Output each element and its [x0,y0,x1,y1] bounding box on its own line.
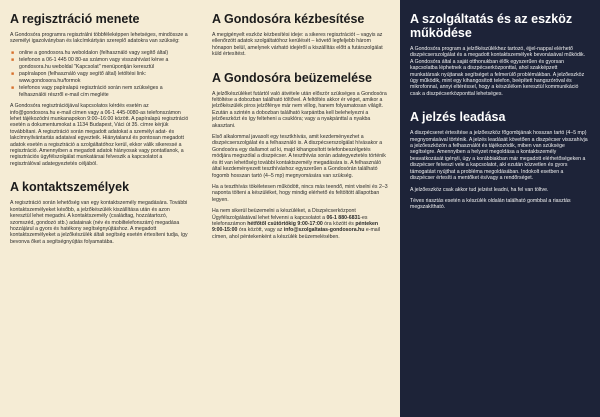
registration-intro: A Gondosóra programra regisztrálni többféleképpen lehetséges, mindössze a személyi igazolványban és lakcímkártyán szereplő adatokra van szükség: [10,32,188,45]
list-item: ■ papíralapon (felhasználó vagy segítő által) letöltési link: www.gondosora.hu/formok [19,71,190,84]
heading-delivery: A Gondosóra kézbesítése [212,12,365,26]
column-registration [0,0,200,417]
heading-setup: A Gondosóra beüzemelése [212,70,372,85]
list-item: ■ telefonos vagy papíralapú regisztráció során nem szükséges a felhasználói részről e-mail cím megléte [19,85,190,98]
setup-text-3: Ha a teszthívás tökéletesen működött, nincs más teendő, mint viselni és 2–3 naponta tölteni a készüléket, hogy mindig elérhető és feltöltött állapotban legyen. [212,183,388,203]
delivery-text: A megigényelt eszköz kézbesítési ideje: a sikeres regisztrációt – vagyis az ellenőrzött adatok szolgáltatóhoz kerülését – követő legfeljebb három hónapon belül, amelynek várható idejéről a kiszállítás előtt a futárszolgálat küld értesítést. [212,32,383,58]
column-delivery [200,0,400,417]
alert-text-1: A diszpécseret értesítése a jelzőeszköz főgombjának hosszan tartó (4–5 mp) megnyomásával történik. A jelzés leadását követően a diszpécser visszahívja a jelzőeszközön a felhasználót és tájékozódik, miben van szüksége segítségre. Amennyiben a helyzet megoldása a kontaktszemély beavatkozását igényli, úgy a korábbiakban már megadott elérhetőségeken a diszpécser felveszi vele a kapcsolatot, aki ezután közvetlen és gyors támogatást nyújthat a probléma megoldásában. Indokolt esetben a diszpécser értesíti a mentőket és/vagy a rendőrséget. [410,130,588,182]
alert-text-3: Téves riasztás esetén a készülék oldalán található gombbal a riasztás megszakítható. [410,197,571,211]
alert-text-2: A jelzőeszköz csak akkor tud jelzést leadni, ha fel van töltve. [410,186,549,193]
heading-alert: A jelzés leadása [410,110,506,125]
support-email: info@szolgaltatas-gondosora.hu [283,227,365,234]
support-phone: 06-1 880-6831 [326,214,361,221]
list-item: ■ telefonon a 06-1 445 00 80-as számon vagy visszahívást kérve a gondosora.hu weboldal "Kapcsolat" menüpontján keresztül [19,57,190,70]
registration-details: A Gondosóra regisztrációjával kapcsolatos kérdés esetén az info@gondosora.hu e-mail címen vagy a 06-1 445-0080-as telefonszámon lehet tájékozódni munkanapokon 9:00–16:00 között. A papíralapú regisztráció esetén a dokumentumokat a 1134 Budapest, Váci út 35. címre kérjük továbbítani. A regisztráció során megadott adatokat a személyi adat- és lakcímnyilvántartás adataival egyezteik. Hiánytalanul és pontosan megadott adatok esetén a regisztráció a szolgáltatóhoz kerül, ekkor válik sikeressé a regisztráció. Amennyiben a megadott adatok hiányosak vagy pontatlanok, a regisztrációs ügyfélszolgálat munkatársai felveszik a kapcsolatot a regisztrálóval adategyeztetés céljából. [10,103,189,167]
heading-registration: A regisztráció menete [10,12,140,26]
heading-operation: A szolgáltatás és az eszköz működése [410,12,573,40]
list-item: ■ online a gondosora.hu weboldalon (felhasználó vagy segítő által) [19,50,190,56]
column-operation [400,0,600,417]
support-hours-friday: pénteken 9:00-15:00 [212,220,379,234]
setup-text-1: A jelzőkészüléket futártól való átvétele után először szükséges a Gondosóra feltöltése a dobozban található töltővel. A feltöltés akkor ér véget, amikor a jelzőkészülék piros jelzőfénye már nem villog, hanem folyamatosan világít. Ezután a szintén a dobozban található karpántba kell belehelyezni a jelzőeszközt és így felteheni a csuklóra; vagy a nyakpánttal a nyakba akasztani. [212,90,387,129]
contacts-text: A regisztráció során lehetőség van egy kontaktszemély megadására. További kontaktszemélyeket később, a jelzőkészülék kiszállítása után és azon keresztül lehet megadni. A kontaktszemély (családtag, hozzátartozó, szomszéd, gondozó stb.) adatainak (név és mobiltelefonszám) megadása hozzájárul a gyors és hatékony segítségnyújtáshoz. A megadott kontaktszemélyeket a jelzőkészülék általi segítség esetén értesíteni tudja, így bevonva őket a segítségnyújtás folyamatába. [10,200,188,245]
support-contact-text: Ha nem sikerül beüzemelni a készüléket, a Diszpécserközpont Ügyfélszolgálatával lehet felvenni a kapcsolatot a 06-1 880-6831-es telefonszámon hétfőtől csütörtökig 9:00-17:00 óra között és pénteken 9:00-15:00 óra között, vagy az info@szolgaltatas-gondosora.hu e-mail címen, ahol péntekenként a készülék beüzemelésében. [212,208,380,240]
support-hours-weekdays: hétfőtől csütörtökig 9:00-17:00 [247,220,323,227]
heading-contacts: A kontaktszemélyek [10,180,130,195]
registration-options-list [10,50,190,98]
operation-text: A Gondosóra program a jelzőkészülékhez tartozó, éjjel-nappal elérhető diszpécserszolgálat és a megadott kontaktszemélyek bevonásával működik. A Gondosóra által a saját otthonukban élők egyszerűen és gyorsan kapcsolatba léphetnek a diszpécserközponttal, ahol szakképzett munkatársak nyújtanak segítséget a felmerülő problémákban. A jelzőeszköz úgy működik, mint egy kihangosított telefon, beépített hangszóróval és mikrofonnal, annyi eltéréssel, hogy a készüléken keresztül kommunikáció csak a diszpécserközponttal lehetséges. [410,46,586,97]
setup-text-2: Első alkalommal javasolt egy tesztkhívás, amit kezdeményezhet a diszpécserszolgálat és a felhasználó is. A diszpécserszolgálat hívásakor a Gondosóra egy dallamot ad ki, majd kihangosított telefonbeszélgetés módjára megszólal a diszpécser. A teszthívás során adategyeztetés történik és itt van lehetőség további kontaktszemély megadására is. A felhasználó által kezdeményezett teszthíváshoz egyszerűen a Gondosórán található fogomb hosszan tartó (4–5 mp) megnyomására van szükség. [212,134,386,179]
